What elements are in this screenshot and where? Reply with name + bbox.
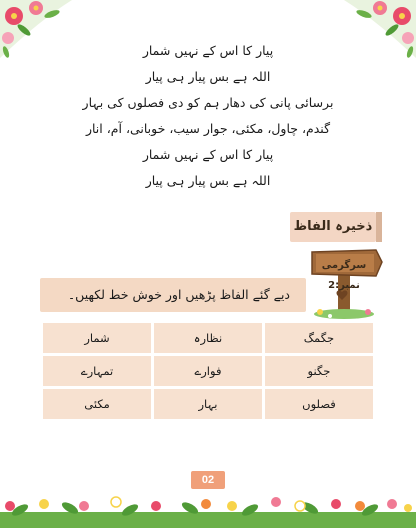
table-row bbox=[43, 323, 373, 353]
table-cell: بہار bbox=[154, 389, 262, 419]
poem-line: گندم، چاول، مکئی، جوار سیب، خوبانی، آم، انار bbox=[85, 121, 331, 136]
vocabulary-table bbox=[40, 320, 376, 422]
instruction-text: دیے گئے الفاظ پڑھیں اور خوش خط لکھیں۔ bbox=[40, 278, 306, 312]
poem-line: برسائی پانی کی دھار ہم کو دی فصلوں کی بہار bbox=[82, 95, 334, 110]
table-cell: فوارے bbox=[154, 356, 262, 386]
poem-line: پیار کا اس کے نہیں شمار bbox=[142, 147, 274, 162]
poem bbox=[0, 38, 416, 194]
table-row bbox=[43, 389, 373, 419]
table-cell: مکئی bbox=[43, 389, 151, 419]
table-cell: جگمگ bbox=[265, 323, 373, 353]
table-cell: تمہارے bbox=[43, 356, 151, 386]
table-cell: شمار bbox=[43, 323, 151, 353]
vocabulary-heading: ذخیرہ الفاظ bbox=[290, 212, 376, 242]
poem-line: اللہ ہے بس پیار ہی پیار bbox=[145, 173, 271, 188]
table-cell: فصلوں bbox=[265, 389, 373, 419]
poem-line: اللہ ہے بس پیار ہی پیار bbox=[145, 69, 271, 84]
table-cell: نظارہ bbox=[154, 323, 262, 353]
table-row bbox=[43, 356, 373, 386]
activity-sign bbox=[306, 244, 396, 320]
flower-border-bottom bbox=[0, 494, 416, 528]
poem-line: پیار کا اس کے نہیں شمار bbox=[142, 43, 274, 58]
page-number: 02 bbox=[191, 471, 225, 489]
activity-number-label: سرگرمی نمبر:2 bbox=[321, 260, 367, 291]
table-cell: جگنو bbox=[265, 356, 373, 386]
